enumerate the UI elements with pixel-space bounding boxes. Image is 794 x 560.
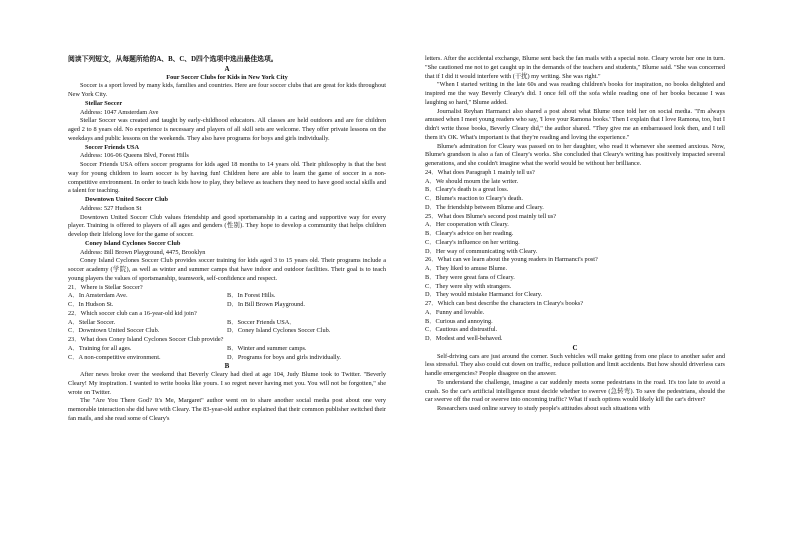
option: A．We should mourn the late writer. [425, 177, 519, 185]
club-name: Coney Island Cyclones Soccer Club [85, 239, 181, 247]
option-row [68, 345, 386, 354]
question: 26．What can we learn about the young readers in Harmanci's post? [425, 256, 598, 264]
club-name: Soccer Friends USA [85, 143, 140, 151]
option: D．Coney Island Cyclones Soccer Club. [227, 327, 331, 335]
instruction: 阅读下列短文，从每题所给的A、B、C、D四个选项中选出最佳选项。 [68, 56, 278, 63]
paragraph: The "Are You There God? It's Me, Margaret" author went on to share another social media post about one very memorable interaction she did have with Cleary. The 83-year-old author explained that their common publisher switched their fan mails, and she read some of Cleary's [68, 397, 386, 422]
option-row [68, 292, 386, 301]
club-name: Stellar Soccer [85, 99, 123, 107]
club-address: Address: Bill Brown Playground, 4475, Brooklyn [80, 248, 206, 256]
option: B．They were great fans of Cleary. [425, 273, 515, 281]
option: A．Stellar Soccer. [68, 318, 116, 326]
right-column [425, 55, 725, 414]
club-description: Coney Island Cyclones Soccer Club provides soccer training for kids aged 3 to 15 years old. Their programs include a soccer academy (学院), as well as winter and summer camps that have indoor and outdoor facilities. Their goal is to teach young players the values of sportsmanship, teamwork, self-confidence and respect. [68, 257, 386, 282]
option: D．In Bill Brown Playground. [227, 301, 306, 308]
option: A．Her cooperation with Cleary. [425, 221, 509, 229]
option: A．They liked to amuse Blume. [425, 265, 508, 272]
paragraph: Journalist Reyhan Harmanci also shared a post about what Blume once told her on social media. "I'm always amused when I meet young readers who say, 'I love your Ramona books.' Then I explain that I love Ramona, too, but I didn't write those books, Beverly Cleary did," the author shared. "They give me an embarrassed look then, and I tell them it's OK. What's important is that they're reading and loving the experience." [425, 107, 725, 141]
club-address: Address: 106-06 Queens Blvd, Forest Hills [80, 152, 189, 160]
option: B．Soccer Friends USA． [227, 318, 296, 326]
left-column [68, 56, 386, 424]
option: B．Winter and summer camps. [227, 344, 307, 352]
question: 21．Where is Stellar Soccer? [68, 283, 143, 291]
option: C．Downtown United Soccer Club. [68, 327, 160, 335]
club-address: Address: 527 Hudson St [80, 204, 142, 212]
club-address: Address: 1047 Amsterdam Ave [80, 108, 159, 116]
option: C．In Hudson St. [68, 301, 114, 308]
paragraph: Blume's admiration for Cleary was passed on to her daughter, who read it whenever she seemed anxious. Now, Blume's grandson is also a fan of Cleary's works. She concluded that Cleary's writing has positively impacted several generations, and she couldn't imagine what the world would be without her brilliance. [425, 142, 725, 167]
option: D．Her way of communicating with Cleary. [425, 247, 538, 255]
option: A．In Amsterdam Ave. [68, 292, 128, 300]
question: 23．What does Coney Island Cyclones Soccer Club provide? [68, 336, 224, 343]
option-row [68, 319, 386, 328]
option: D．The friendship between Blume and Cleary. [425, 203, 544, 211]
paragraph: Self-driving cars are just around the corner. Such vehicles will make getting from one place to another safer and less stressful. They also could cut down on traffic, reduce pollution and limit accidents. But how should driverless cars handle emergencies? People disagree on the answer. [425, 352, 725, 377]
option: C．A non-competitive environment. [68, 353, 161, 361]
club-description: Downtown United Soccer Club values friendship and good sportsmanship in a caring and supportive way for every player. Training is offered to players of all ages and genders (性别). They hope to develop a community that helps children develop their lifelong love for the game of soccer. [68, 213, 386, 238]
section-a-title: Four Soccer Clubs for Kids in New York City [166, 73, 288, 81]
section-c-label: C [572, 343, 578, 352]
option-row [68, 354, 386, 363]
option: A．Funny and lovable. [425, 308, 485, 316]
option: D．They would mistake Harmanci for Cleary. [425, 291, 543, 299]
paragraph: After news broke over the weekend that Beverly Cleary had died at age 104, Judy Blume took to Twitter. "Beverly Cleary! My inspiration. I wanted to write books like yours. I so regret never having met you. You will not be forgotten," she wrote on Twitter. [68, 371, 386, 396]
option: B．Curious and annoying. [425, 317, 493, 325]
club-name: Downtown United Soccer Club [85, 196, 168, 203]
section-b-label: B [224, 362, 230, 371]
club-description: Stellar Soccer was created and taught by early-childhood educators. All classes are held outdoors and are for children aged 2 to 8 years old. No experience is necessary and players of all skill sets are welcome. They offer private lessons on the weekdays and public lessons on the weekends. They also have programs for boys and girls individually. [68, 117, 386, 142]
option: C．They were shy with strangers. [425, 282, 512, 290]
option: C．Cleary's influence on her writing. [425, 238, 520, 246]
paragraph: To understand the challenge, imagine a car suddenly meets some pedestrians in the road. It's too late to avoid a crash. So the car's artificial intelligence must decide whether to swerve (急转弯). To save the pedestrians, should the car swerve off the road or swerve into oncoming traffic? What if such options would likely kill the car's driver? [425, 378, 725, 404]
option: C．Cautious and distrustful. [425, 326, 498, 334]
option: B．Cleary's advice on her reading. [425, 230, 514, 237]
option: C．Blume's reaction to Cleary's death. [425, 195, 523, 202]
option: D．Modest and well-behaved. [425, 335, 503, 342]
option: B．Cleary's death is a great loss. [425, 186, 509, 194]
section-a-intro: Soccer is a sport loved by many kids, families and countries. Here are four soccer clubs that are great for kids throughout New York City. [68, 82, 386, 98]
section-a-label: A [224, 64, 230, 73]
club-description: Soccer Friends USA offers soccer programs for kids aged 18 months to 14 years old. Their philosophy is that the best way for young children to learn soccer is by having fun! Children here are able to learn the game of soccer in a non-competitive environment. In order to teach kids how to play, they believe as teachers they need to have good social skills and a talent for teaching. [68, 161, 386, 195]
paragraph: letters. After the accidental exchange, Blume sent back the fan mails with a special note. Cleary wrote her one in turn. "She cautioned me not to get caught up in the demands of the teachers and students," Blume said. "She was concerned that if I did it would interfere with (干扰) my writing. She was right." [425, 55, 725, 80]
question: 24．What does Paragraph 1 mainly tell us? [425, 168, 535, 176]
question: 27．Which can best describe the characters in Cleary's books? [425, 300, 584, 307]
question: 25．What does Blume's second post mainly tell us? [425, 212, 557, 220]
question: 22．Which soccer club can a 16-year-old kid join? [68, 309, 197, 317]
paragraph: Researchers used online survey to study people's attitudes about such situations with [437, 405, 650, 412]
option-row [68, 327, 386, 336]
option: D．Programs for boys and girls individually. [227, 353, 341, 361]
option: A．Training for all ages. [68, 344, 132, 352]
paragraph: "When I started writing in the late 60s and was reading children's books for inspiration, no books delighted and inspired me the way Beverly Cleary's did. I once fell off the sofa while reading one of her books because I was laughing so hard," Blume added. [425, 81, 725, 106]
option-row [68, 301, 386, 310]
option: B．In Forest Hills. [227, 292, 276, 300]
